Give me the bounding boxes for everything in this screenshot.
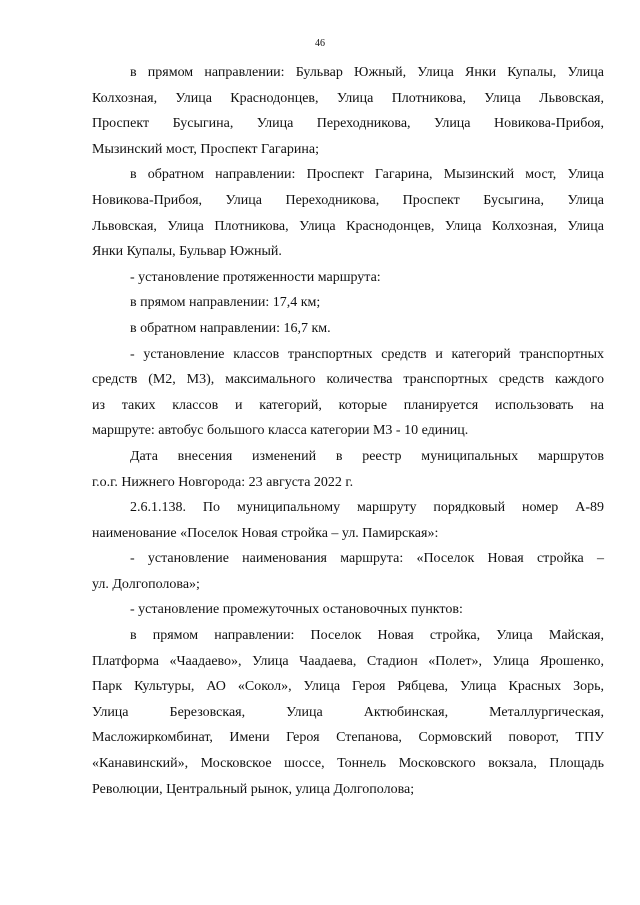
text-line: Платформа «Чаадаево», Улица Чаадаева, Стадион «Полет», Улица Ярошенко, [92,653,604,669]
document-body [92,60,604,802]
text-line: в прямом направлении: Поселок Новая стройка, Улица Майская, [130,628,604,644]
text-line: 2.6.1.138. По муниципальному маршруту порядковый номер А-89 [130,500,604,516]
text-line: в прямом направлении: 17,4 км; [130,295,321,311]
text-line: Янки Купалы, Бульвар Южный. [92,244,282,260]
text-line: - установление классов транспортных средств и категорий транспортных [130,346,604,362]
text-line: Проспект Бусыгина, Улица Переходникова, Улица Новикова-Прибоя, [92,116,604,132]
text-line: - установление наименования маршрута: «Поселок Новая стройка – [130,551,604,567]
text-line: наименование «Поселок Новая стройка – ул. Памирская»: [92,525,439,541]
text-line: Львовская, Улица Плотникова, Улица Краснодонцев, Улица Колхозная, Улица [92,218,604,234]
text-line: ул. Долгополова»; [92,576,200,592]
text-line: из таких классов и категорий, которые планируется использовать на [92,397,604,413]
text-line: «Канавинский», Московское шоссе, Тоннель Московского вокзала, Площадь [92,756,604,772]
text-line: Парк Культуры, АО «Сокол», Улица Героя Рябцева, Улица Красных Зорь, [92,679,604,695]
text-line: Революции, Центральный рынок, улица Долгополова; [92,781,415,797]
text-line: - установление промежуточных остановочных пунктов: [130,602,463,618]
text-line: в прямом направлении: Бульвар Южный, Улица Янки Купалы, Улица [130,65,604,80]
text-line: Улица Березовская, Улица Актюбинская, Металлургическая, [92,704,604,720]
text-line: Мызинский мост, Проспект Гагарина; [92,141,319,157]
text-line: Дата внесения изменений в реестр муниципальных маршрутов [130,448,604,464]
text-line: Масложиркомбинат, Имени Героя Степанова, Сормовский поворот, ТПУ [92,730,604,746]
text-line: в обратном направлении: 16,7 км. [130,320,331,336]
text-line: Колхозная, Улица Краснодонцев, Улица Плотникова, Улица Львовская, [92,90,604,106]
text-line: средств (М2, М3), максимального количества транспортных средств каждого [92,372,604,388]
text-line: маршруте: автобус большого класса категории М3 - 10 единиц. [92,423,469,439]
text-line: в обратном направлении: Проспект Гагарина, Мызинский мост, Улица [130,167,604,183]
text-line: Новикова-Прибоя, Улица Переходникова, Проспект Бусыгина, Улица [92,192,604,208]
text-line: г.о.г. Нижнего Новгорода: 23 августа 2022 г. [92,474,354,490]
page-number: 46 [315,38,325,49]
text-line: - установление протяженности маршрута: [130,269,381,285]
